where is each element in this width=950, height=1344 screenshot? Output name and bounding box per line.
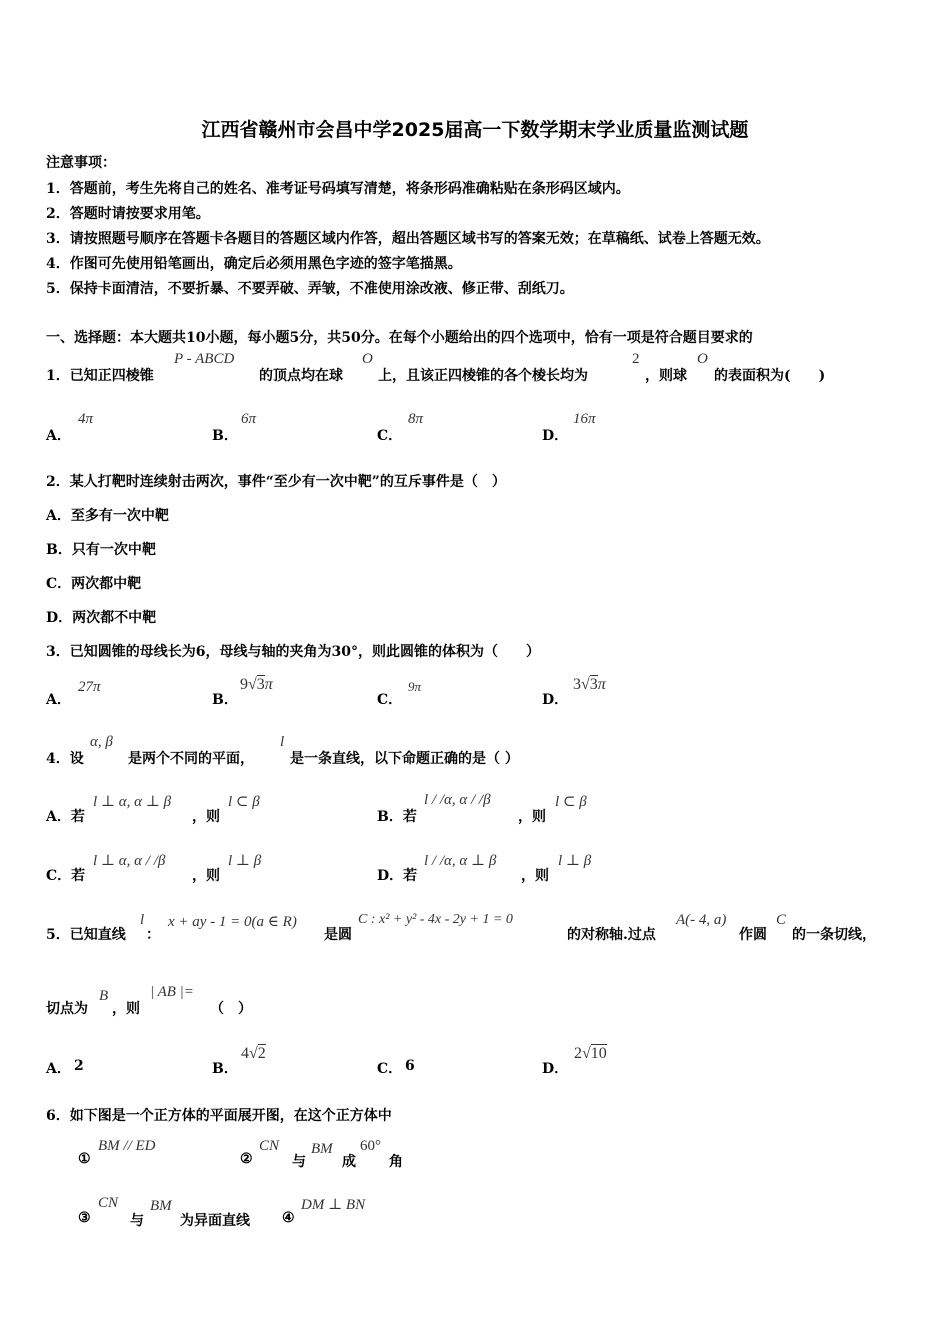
option-label: B． [212,692,238,708]
notice-item: 4．作图可先使用铅笔画出，确定后必须用黑色字迹的签字笔描黑。 [46,256,462,272]
q2-option-c[interactable]: C．两次都中靶 [46,576,142,592]
option-label: ，则 [192,809,220,825]
q1-math: O [697,351,708,367]
statement-text: 为异面直线 [180,1213,250,1229]
section-heading: 一、选择题：本大题共10小题，每小题5分，共50分。在每个小题给出的四个选项中，恰有一项是符合题目要求的 [46,330,753,346]
option-label: A． [46,428,71,444]
option-math: l ⊥ β [228,853,262,869]
option-math: l ⊥ α, α / /β [93,853,166,869]
option-label: C． [377,692,403,708]
option-math: l ⊂ β [228,794,260,810]
option-label: B． [212,1061,238,1077]
option-label: D．若 [377,868,418,884]
option-math: 4π [78,411,94,427]
option-label: D． [542,692,569,708]
option-math: l ⊥ β [558,853,592,869]
q5-text: ，则 [112,1001,140,1017]
q1-text: 的顶点均在球 [259,368,343,384]
option-label: C． [377,428,403,444]
statement-math: DM ⊥ BN [301,1197,366,1213]
option-label: ，则 [192,868,220,884]
statement-math: CN [98,1195,119,1211]
option-math: 6π [241,411,257,427]
option-math: l / /α, α ⊥ β [424,853,497,869]
q1-math: P - ABCD [174,351,235,367]
q5-text: 作圆 [739,927,767,943]
option-label: C．若 [46,868,86,884]
q5-text: （ ） [210,1001,252,1017]
q1-text: 的表面积为( ) [714,368,826,384]
option-label: B． [212,428,238,444]
q4-text: 4．设 [46,751,84,767]
statement-math: BM [150,1198,172,1214]
statement-text: 角 [389,1154,403,1170]
notice-item: 3．请按照题号顺序在答题卡各题目的答题区域内作答，超出答题区域书写的答案无效；在草稿纸、试卷上答题无效。 [46,231,770,247]
q5-math: | AB |= [150,984,194,1000]
q1-text: ，则球 [645,368,687,384]
statement-number: ② [240,1151,253,1167]
statement-number: ④ [282,1210,295,1226]
q1-math: O [362,351,373,367]
q4-text: 是一条直线，以下命题正确的是（ ） [290,751,519,767]
notice-item: 1．答题前，考生先将自己的姓名、准考证号码填写清楚，将条形码准确粘贴在条形码区域内。 [46,181,630,197]
option-label: D． [542,1061,569,1077]
q1-math: 2 [632,351,640,367]
page-title: 江西省赣州市会昌中学2025届高一下数学期末学业质量监测试题 [201,119,749,141]
statement-math: 60° [360,1138,381,1154]
statement-text: 与 [292,1154,306,1170]
statement-math: BM // ED [98,1138,156,1154]
option-label: ，则 [518,809,546,825]
option-value: 2 [74,1058,84,1074]
q3-stem: 3．已知圆锥的母线长为6，母线与轴的夹角为30°，则此圆锥的体积为（ ） [46,644,540,660]
q5-text: ： [146,927,160,943]
option-math: 16π [573,411,596,427]
statement-number: ① [78,1151,91,1167]
q5-math: x + ay - 1 = 0(a ∈ R) [168,914,297,930]
option-math: 9√3π [240,676,273,693]
option-math: l / /α, α / /β [424,792,491,808]
q5-math: C : x² + y² - 4x - 2y + 1 = 0 [358,912,513,927]
q5-text: 是圆 [324,927,352,943]
option-label: A．若 [46,809,85,825]
statement-number: ③ [78,1210,91,1226]
q2-option-d[interactable]: D．两次都不中靶 [46,610,157,626]
option-math: 27π [78,679,101,695]
option-math: 9π [408,679,422,694]
q4-text: 是两个不同的平面， [128,751,254,767]
option-value: 6 [405,1058,415,1074]
q1-text: 上，且该正四棱锥的各个棱长均为 [378,368,588,384]
statement-text: 与 [130,1213,144,1229]
q5-math: A(- 4, a) [676,912,727,928]
option-math: 8π [408,411,424,427]
q5-math: B [99,988,109,1004]
q5-math: l [140,912,145,928]
q2-option-b[interactable]: B．只有一次中靶 [46,542,156,558]
q4-math: l [280,734,285,750]
option-math: 4√2 [241,1045,266,1062]
q5-text: 的一条切线， [792,927,876,943]
option-label: A． [46,692,71,708]
option-math: 2√10 [574,1045,607,1062]
statement-text: 成 [342,1154,356,1170]
option-label: D． [542,428,569,444]
q5-text: 的对称轴.过点 [567,927,656,943]
q5-text: 切点为 [46,1001,88,1017]
statement-math: BM [311,1141,333,1157]
statement-math: CN [259,1138,280,1154]
notice-heading: 注意事项： [46,155,116,171]
q5-math: C [776,912,787,928]
q6-stem: 6．如下图是一个正方体的平面展开图，在这个正方体中 [46,1108,392,1124]
notice-item: 2．答题时请按要求用笔。 [46,206,210,222]
q2-stem: 2．某人打靶时连续射击两次，事件“至少有一次中靶”的互斥事件是（ ） [46,474,506,490]
option-label: A． [46,1061,71,1077]
q4-math: α, β [90,734,113,750]
q1-text: 1．已知正四棱锥 [46,368,154,384]
option-label: C． [377,1061,403,1077]
option-label: B．若 [377,809,417,825]
q5-text: 5．已知直线 [46,927,126,943]
option-label: ，则 [521,868,549,884]
q2-option-a[interactable]: A．至多有一次中靶 [46,508,169,524]
option-math: l ⊥ α, α ⊥ β [93,794,172,810]
option-math: l ⊂ β [555,794,587,810]
option-math: 3√3π [573,676,606,693]
notice-item: 5．保持卡面清洁，不要折暴、不要弄破、弄皱，不准使用涂改液、修正带、刮纸刀。 [46,281,574,297]
